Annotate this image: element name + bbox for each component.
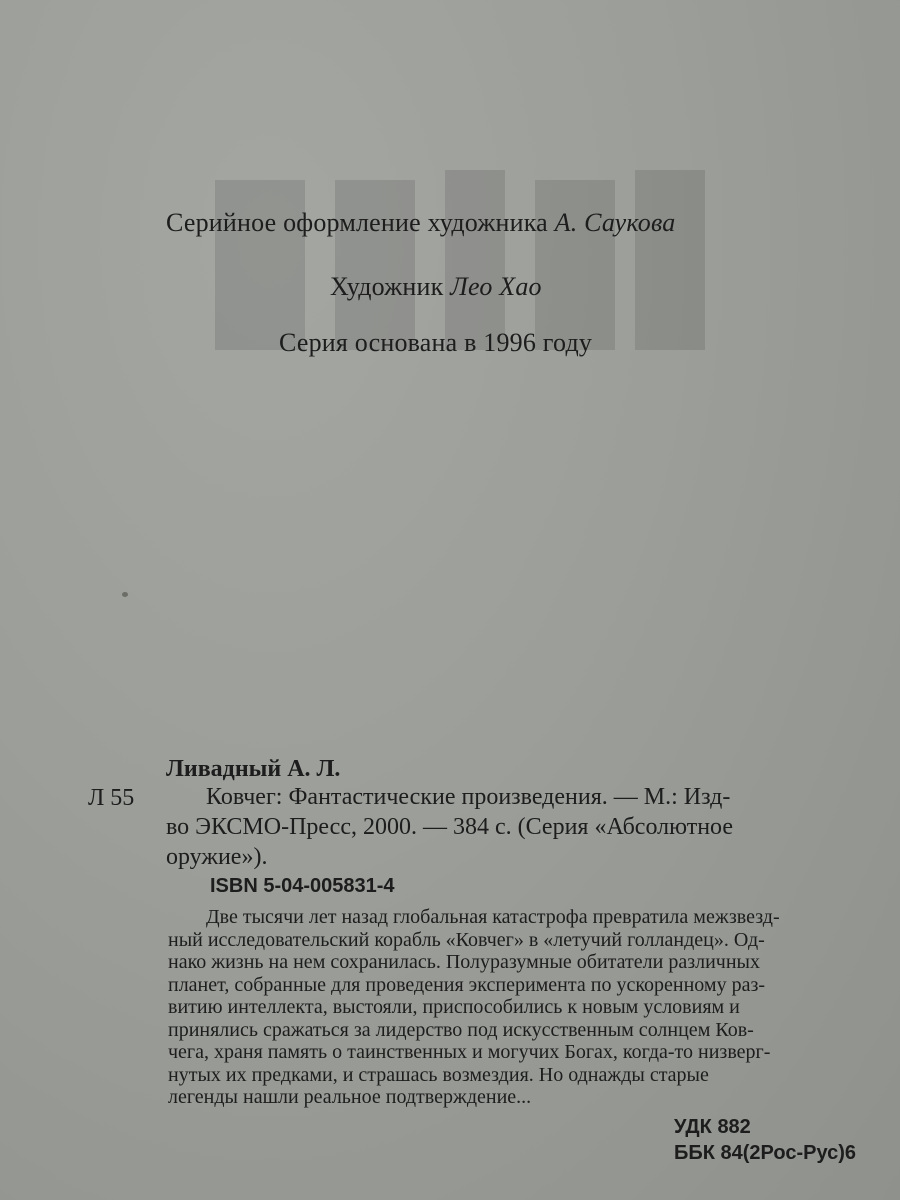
annotation-line: витию интеллекта, выстояли, приспособились к новым условиям и xyxy=(168,996,740,1018)
series-founded: Серия основана в 1996 году xyxy=(279,328,593,357)
annotation-line: нутых их предками, и страшась возмездия. Но однажды старые xyxy=(168,1063,709,1086)
classification-codes xyxy=(674,1114,856,1166)
annotation-line: ный исследовательский корабль «Ковчег» в «летучий голландец». Од- xyxy=(168,928,765,951)
description-line: оружие»). xyxy=(166,844,268,870)
artist-name: Лео Хао xyxy=(450,272,542,301)
annotation-line: нако жизнь на нем сохранилась. Полуразумные обитатели различных xyxy=(168,951,760,973)
description-line: во ЭКСМО-Пресс, 2000. — 384 с. (Серия «Абсолютное xyxy=(166,814,733,840)
annotation-line: чега, храня память о таинственных и могучих Богах, когда-то низверг- xyxy=(168,1041,771,1063)
call-number: Л 55 xyxy=(88,785,135,811)
annotation-line: принялись сражаться за лидерство под искусственным солнцем Ков- xyxy=(168,1018,754,1041)
annotation-line: Две тысячи лет назад глобальная катастрофа превратила межзвезд- xyxy=(206,906,780,928)
annotation-line: легенды нашли реальное подтверждение... xyxy=(168,1086,532,1108)
annotation-line: планет, собранные для проведения эксперимента по ускоренному раз- xyxy=(168,973,766,996)
designer-name: А. Саукова xyxy=(554,208,676,237)
description-line: Ковчег: Фантастические произведения. — М.: Изд- xyxy=(206,784,731,810)
author-heading: Ливадный А. Л. xyxy=(166,756,341,782)
artist-label: Художник xyxy=(330,272,444,301)
udk-code: УДК 882 xyxy=(674,1116,751,1138)
bbk-code: ББК 84(2Рос-Рус)6 xyxy=(674,1142,856,1164)
annotation xyxy=(168,906,868,1109)
designer-label: Серийное оформление художника xyxy=(166,208,548,237)
bibliographic-description xyxy=(166,782,866,872)
isbn: ISBN 5-04-005831-4 xyxy=(210,875,395,897)
